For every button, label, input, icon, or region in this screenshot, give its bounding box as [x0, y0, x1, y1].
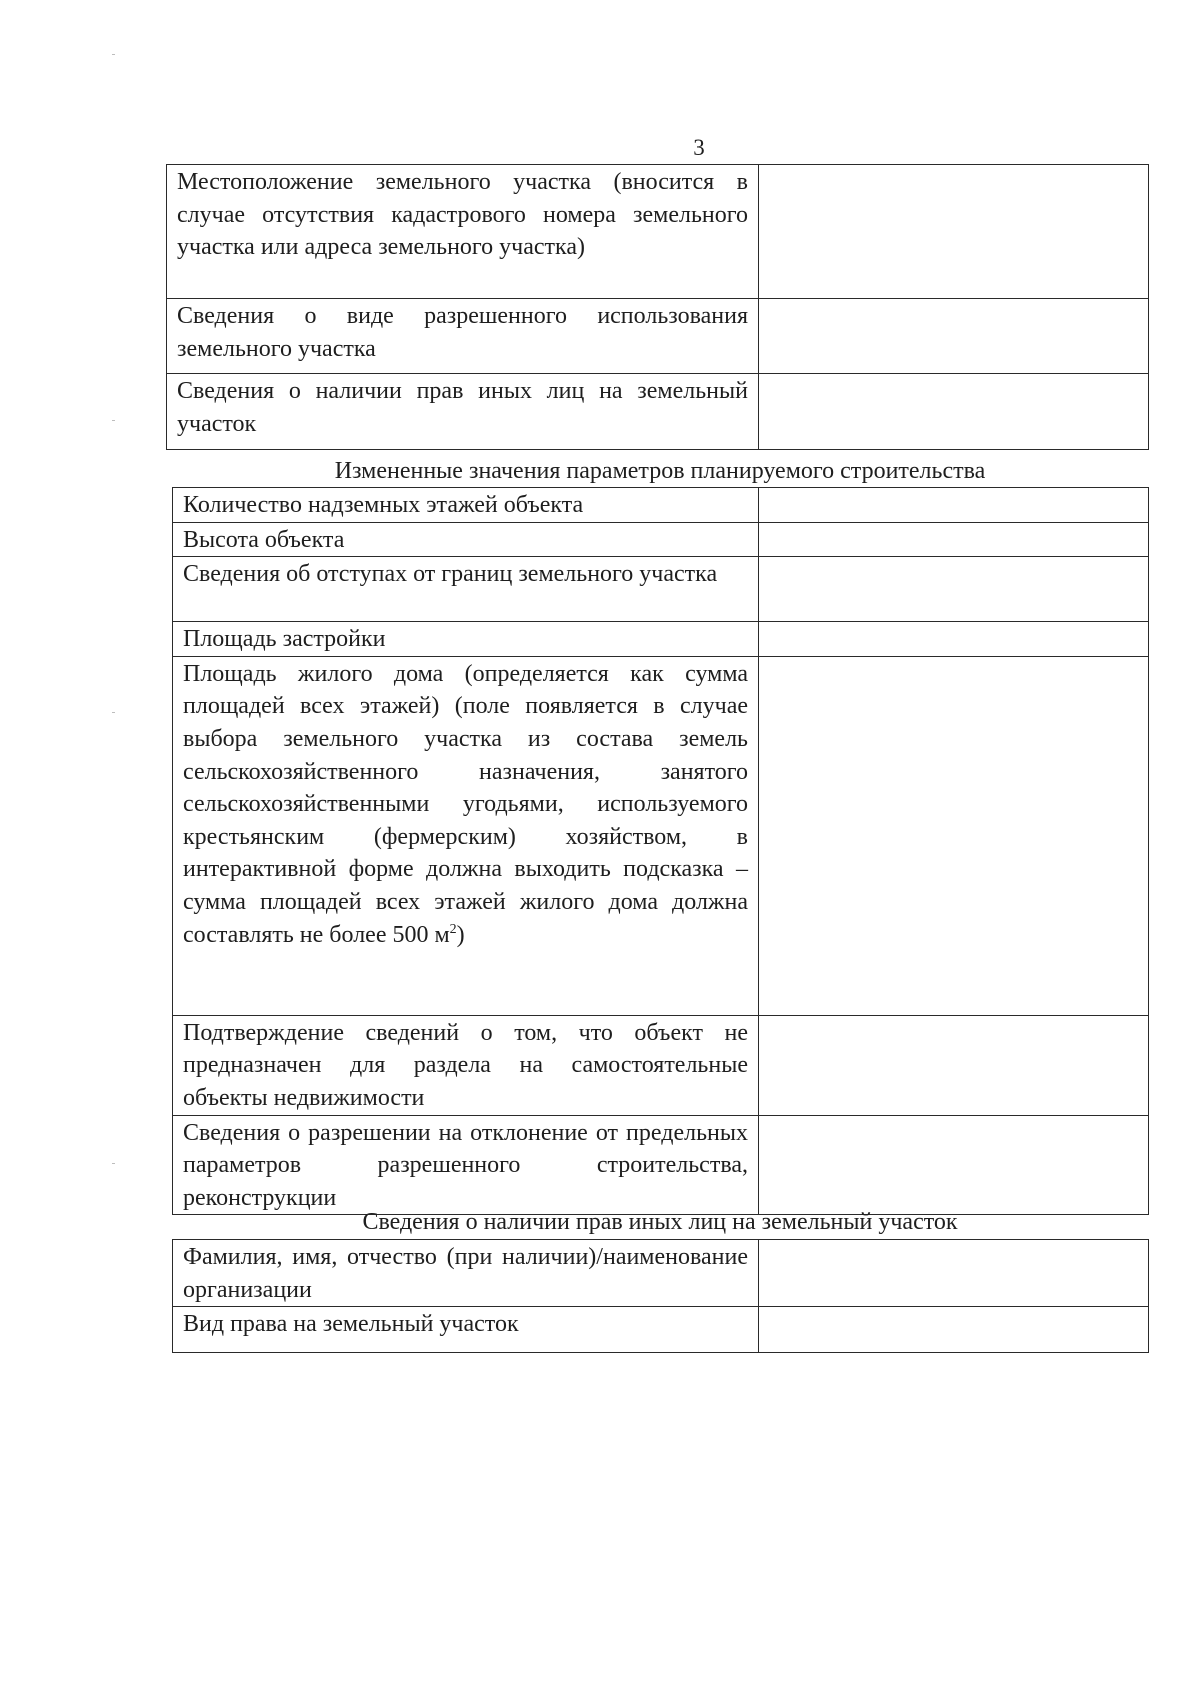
- scan-margin-mark: [112, 54, 115, 55]
- value-cell-location: [759, 165, 1149, 299]
- value-cell-permitted-use: [759, 299, 1149, 374]
- table-row: [173, 522, 1149, 557]
- value-cell-third-party-rights: [759, 374, 1149, 450]
- house-area-text: Площадь жилого дома (определяется как сумма площадей всех этажей) (поле появляется в случае выбора земельного участка из состава земель сельскохозяйственного назначения, занятого сельскохозяйственными угодьями, используемого крестьянским (фермерским) хозяйством, в интерактивной форме должна выходить подсказка – сумма площадей всех этажей жилого дома должна составлять не более 500 м: [183, 660, 748, 948]
- third-party-rights-table: [172, 1239, 1149, 1353]
- table-row: [167, 299, 1149, 374]
- value-cell-setbacks: [759, 557, 1149, 622]
- row-label-floors: Количество надземных этажей объекта: [173, 488, 759, 523]
- section-heading-changed-parameters: Измененные значения параметров планируемого строительства: [334, 458, 986, 484]
- table-row: [167, 374, 1149, 450]
- row-label-right-type: Вид права на земельный участок: [173, 1307, 759, 1353]
- row-label-not-for-division: Подтверждение сведений о том, что объект не предназначен для раздела на самостоятельные объекты недвижимости: [173, 1015, 759, 1115]
- row-label-building-area: Площадь застройки: [173, 622, 759, 657]
- section-heading-third-party-rights: Сведения о наличии прав иных лиц на земельный участок: [362, 1209, 958, 1235]
- land-plot-table: [166, 164, 1149, 450]
- changed-parameters-table: [172, 487, 1149, 1215]
- table-row: [173, 1115, 1149, 1215]
- value-cell-floors: [759, 488, 1149, 523]
- scan-margin-mark: [112, 1163, 115, 1164]
- table-row: [173, 656, 1149, 1015]
- row-label-height: Высота объекта: [173, 522, 759, 557]
- table-row: [173, 1307, 1149, 1353]
- table-row: [173, 557, 1149, 622]
- table-row: [173, 1240, 1149, 1307]
- value-cell-deviation-permit: [759, 1115, 1149, 1215]
- value-cell-house-area: [759, 656, 1149, 1015]
- closing-paren: ): [456, 921, 465, 948]
- value-cell-height: [759, 522, 1149, 557]
- value-cell-owner-name: [759, 1240, 1149, 1307]
- value-cell-right-type: [759, 1307, 1149, 1353]
- row-label-setbacks: Сведения об отступах от границ земельного участка: [173, 557, 759, 622]
- page-number: 3: [693, 135, 705, 160]
- value-cell-building-area: [759, 622, 1149, 657]
- row-label-deviation-permit: Сведения о разрешении на отклонение от предельных параметров разрешенного строительства, реконструкции: [173, 1115, 759, 1215]
- scan-margin-mark: [112, 712, 115, 713]
- scan-margin-mark: [112, 420, 115, 421]
- value-cell-not-for-division: [759, 1015, 1149, 1115]
- table-row: [173, 488, 1149, 523]
- row-label-house-area: [173, 656, 759, 1015]
- table-row: [173, 1015, 1149, 1115]
- row-label-third-party-rights: Сведения о наличии прав иных лиц на земельный участок: [167, 374, 759, 450]
- table-row: [173, 622, 1149, 657]
- table-row: [167, 165, 1149, 299]
- row-label-permitted-use: Сведения о виде разрешенного использования земельного участка: [167, 299, 759, 374]
- row-label-owner-name: Фамилия, имя, отчество (при наличии)/наименование организации: [173, 1240, 759, 1307]
- row-label-location: Местоположение земельного участка (вносится в случае отсутствия кадастрового номера земельного участка или адреса земельного участка): [167, 165, 759, 299]
- superscript-2: 2: [449, 921, 457, 937]
